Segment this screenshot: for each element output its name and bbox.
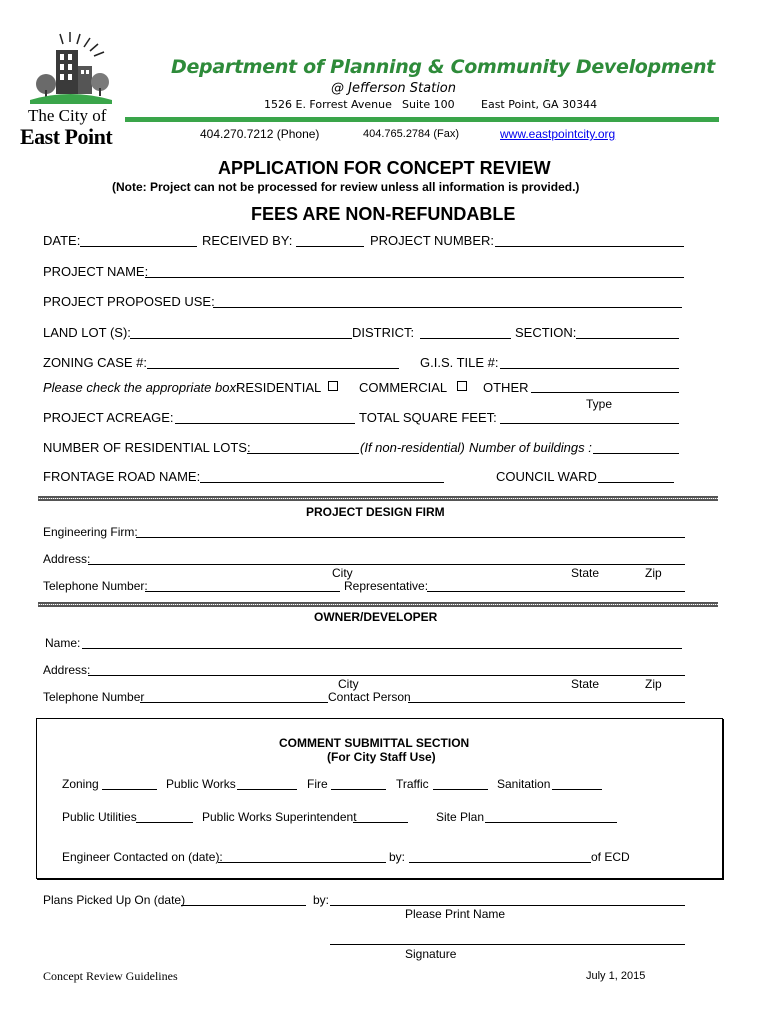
type-label: Type xyxy=(586,397,613,411)
frontage-road-label: FRONTAGE ROAD NAME: xyxy=(43,469,201,484)
fire-label: Fire xyxy=(307,777,328,791)
frontage-road-field[interactable] xyxy=(200,482,444,483)
plans-by-field[interactable] xyxy=(330,905,685,906)
sanitation-field[interactable] xyxy=(552,789,602,790)
fees-notice: FEES ARE NON-REFUNDABLE xyxy=(251,204,516,224)
commercial-label: COMMERCIAL xyxy=(359,380,448,395)
design-firm-heading: PROJECT DESIGN FIRM xyxy=(306,505,445,519)
city-prefix: The City of xyxy=(28,106,107,125)
print-name-label: Please Print Name xyxy=(405,907,506,921)
comment-subheading: (For City Staff Use) xyxy=(327,750,436,764)
address-suite: Suite 100 xyxy=(402,98,455,111)
address-city: East Point, GA 30344 xyxy=(481,98,598,111)
engineer-contacted-label: Engineer Contacted on (date): xyxy=(62,850,223,864)
design-telephone-label: Telephone Number: xyxy=(43,579,148,593)
design-address-field[interactable] xyxy=(88,564,685,565)
engineering-firm-field[interactable] xyxy=(136,537,685,538)
owner-state-label: State xyxy=(571,677,600,691)
council-ward-label: COUNCIL WARD xyxy=(496,469,597,484)
city-skyline-icon xyxy=(20,30,120,106)
plans-picked-field[interactable] xyxy=(181,905,306,906)
non-residential-label: (If non-residential) xyxy=(360,440,465,455)
traffic-field[interactable] xyxy=(433,789,488,790)
engineering-firm-label: Engineering Firm: xyxy=(43,525,138,539)
num-buildings-field[interactable] xyxy=(593,453,679,454)
owner-name-field[interactable] xyxy=(82,648,682,649)
plans-picked-label: Plans Picked Up On (date) xyxy=(43,893,186,907)
zoning-case-label: ZONING CASE #: xyxy=(43,355,148,370)
project-number-field[interactable] xyxy=(495,246,684,247)
residential-checkbox[interactable] xyxy=(328,381,338,391)
council-ward-field[interactable] xyxy=(598,482,674,483)
traffic-label: Traffic xyxy=(396,777,429,791)
fire-field[interactable] xyxy=(331,789,386,790)
project-name-label: PROJECT NAME: xyxy=(43,264,149,279)
station-name: @ Jefferson Station xyxy=(331,81,457,96)
residential-label: RESIDENTIAL xyxy=(236,380,322,395)
signature-field[interactable] xyxy=(330,944,685,945)
design-firm-divider xyxy=(38,496,718,501)
design-state-label: State xyxy=(571,566,600,580)
public-works-label: Public Works xyxy=(166,777,236,791)
land-lot-label: LAND LOT (S): xyxy=(43,325,131,340)
owner-divider xyxy=(38,602,718,607)
signature-label: Signature xyxy=(405,947,457,961)
proposed-use-field[interactable] xyxy=(213,307,682,308)
district-field[interactable] xyxy=(420,338,511,339)
contact-person-label: Contact Person xyxy=(328,690,411,704)
fax-number: 404.765.2784 (Fax) xyxy=(363,128,460,140)
engineer-by-label: by: xyxy=(389,850,406,864)
owner-address-field[interactable] xyxy=(88,675,685,676)
gis-tile-field[interactable] xyxy=(500,368,679,369)
district-label: DISTRICT: xyxy=(352,325,415,340)
zoning-field[interactable] xyxy=(102,789,157,790)
owner-address-label: Address: xyxy=(43,663,91,677)
site-plan-label: Site Plan xyxy=(436,810,485,824)
total-sqft-field[interactable] xyxy=(500,423,679,424)
contact-person-field[interactable] xyxy=(408,702,685,703)
phone-number: 404.270.7212 (Phone) xyxy=(200,127,320,141)
city-name: East Point xyxy=(20,124,113,149)
acreage-field[interactable] xyxy=(175,423,355,424)
public-works-field[interactable] xyxy=(237,789,297,790)
check-prompt: Please check the appropriate box: xyxy=(43,380,240,395)
date-label: DATE: xyxy=(43,233,81,248)
acreage-label: PROJECT ACREAGE: xyxy=(43,410,174,425)
of-ecd-label: of ECD xyxy=(591,850,630,864)
department-title: Department of Planning & Community Development xyxy=(171,56,715,78)
zoning-case-field[interactable] xyxy=(147,368,399,369)
public-utilities-label: Public Utilities xyxy=(62,810,137,824)
date-field[interactable] xyxy=(80,246,197,247)
other-field[interactable] xyxy=(531,392,679,393)
zoning-label: Zoning xyxy=(62,777,99,791)
form-note: (Note: Project can not be processed for review unless all information is provided.) xyxy=(112,180,580,194)
engineer-by-field[interactable] xyxy=(409,862,591,863)
owner-name-label: Name: xyxy=(45,636,81,650)
design-address-label: Address: xyxy=(43,552,91,566)
received-by-label: RECEIVED BY: xyxy=(202,233,293,248)
sanitation-label: Sanitation xyxy=(497,777,551,791)
gis-tile-label: G.I.S. TILE #: xyxy=(420,355,499,370)
engineer-contacted-field[interactable] xyxy=(218,862,386,863)
form-title: APPLICATION FOR CONCEPT REVIEW xyxy=(218,158,551,178)
owner-zip-label: Zip xyxy=(645,677,662,691)
project-number-label: PROJECT NUMBER: xyxy=(370,233,494,248)
footer-date: July 1, 2015 xyxy=(586,970,646,982)
website-link[interactable]: www.eastpointcity.org xyxy=(500,127,616,141)
comment-section-box xyxy=(36,718,723,879)
site-plan-field[interactable] xyxy=(485,822,617,823)
project-name-field[interactable] xyxy=(145,277,684,278)
land-lot-field[interactable] xyxy=(130,338,352,339)
design-telephone-field[interactable] xyxy=(145,591,340,592)
pw-superintendent-label: Public Works Superintendent xyxy=(202,810,357,824)
address-street: 1526 E. Forrest Avenue xyxy=(264,98,392,111)
other-label: OTHER xyxy=(483,380,529,395)
commercial-checkbox[interactable] xyxy=(457,381,467,391)
section-label: SECTION: xyxy=(515,325,577,340)
representative-label: Representative: xyxy=(344,579,429,593)
owner-telephone-field[interactable] xyxy=(140,702,328,703)
representative-field[interactable] xyxy=(427,591,685,592)
owner-city-label: City xyxy=(338,677,359,691)
residential-lots-label: NUMBER OF RESIDENTIAL LOTS: xyxy=(43,440,251,455)
plans-by-label: by: xyxy=(313,893,330,907)
public-utilities-field[interactable] xyxy=(136,822,193,823)
proposed-use-label: PROJECT PROPOSED USE: xyxy=(43,294,215,309)
comment-heading: COMMENT SUBMITTAL SECTION xyxy=(279,736,470,750)
owner-heading: OWNER/DEVELOPER xyxy=(314,610,438,624)
num-buildings-label: Number of buildings : xyxy=(469,440,592,455)
section-field[interactable] xyxy=(576,338,679,339)
owner-telephone-label: Telephone Number xyxy=(43,690,145,704)
total-sqft-label: TOTAL SQUARE FEET: xyxy=(359,410,497,425)
received-by-field[interactable] xyxy=(296,246,364,247)
city-logo xyxy=(20,30,120,150)
pw-superintendent-field[interactable] xyxy=(353,822,408,823)
design-city-label: City xyxy=(332,566,353,580)
design-zip-label: Zip xyxy=(645,566,662,580)
header-divider xyxy=(125,117,719,122)
residential-lots-field[interactable] xyxy=(247,453,359,454)
guidelines-footer: Concept Review Guidelines xyxy=(43,969,178,983)
